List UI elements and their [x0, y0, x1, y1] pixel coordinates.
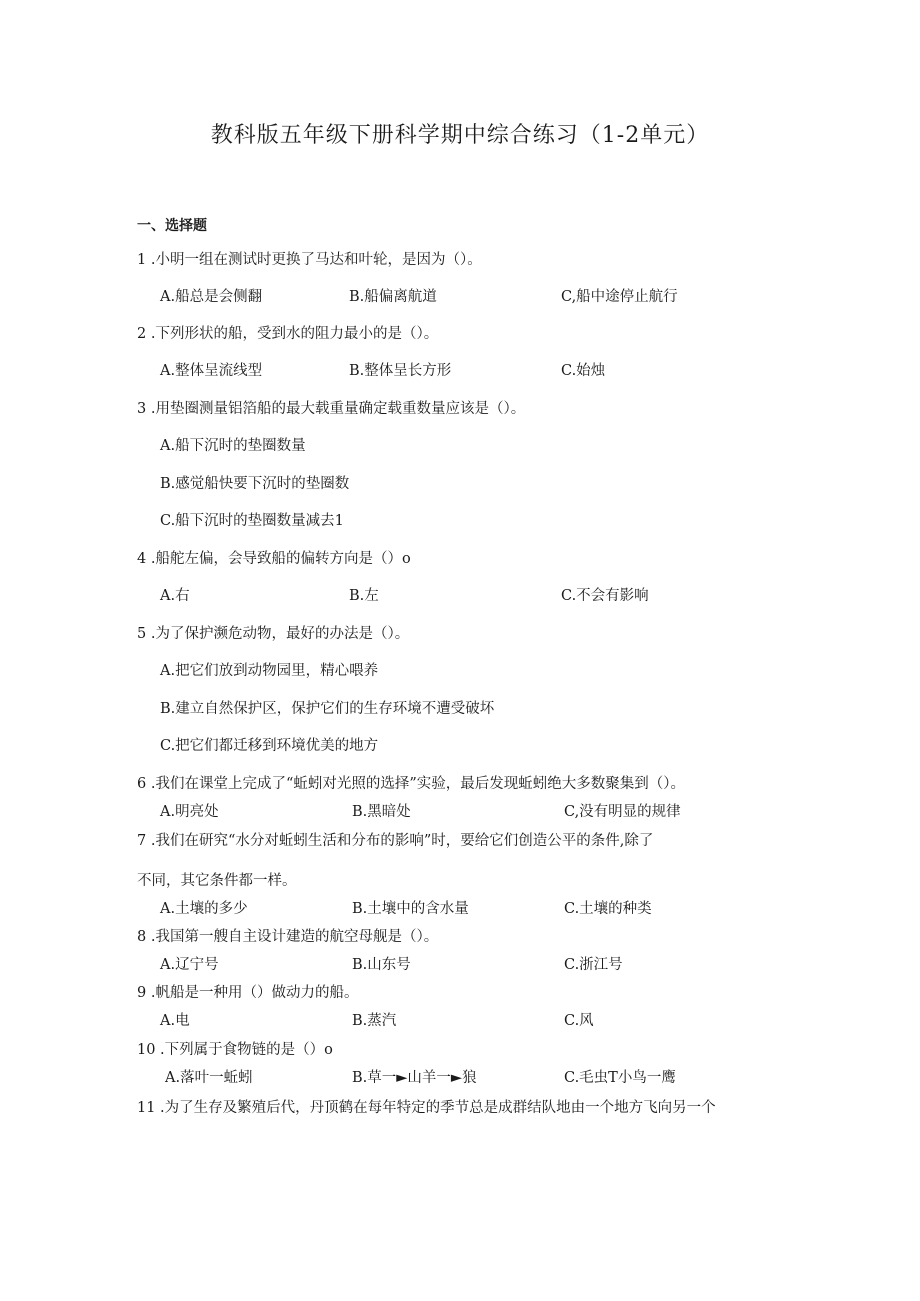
- q5-option-c: C.把它们都迁移到环境优美的地方: [160, 738, 379, 754]
- question-9: 9 .帆船是一种用（）做动力的船。: [137, 985, 359, 1001]
- question-4: 4 .船舵左偏，会导致船的偏转方向是（）o: [137, 551, 411, 567]
- q7-option-c: C.土壤的种类: [564, 901, 652, 917]
- q2-option-c: C.始烛: [561, 363, 606, 379]
- q3-option-a: A.船下沉时的垫圈数量: [160, 438, 306, 454]
- question-10: 10 .下列属于食物链的是（）o: [137, 1042, 333, 1058]
- question-6: 6 .我们在课堂上完成了“蚯蚓对光照的选择”实验，最后发现蚯蚓绝大多数聚集到（）。: [137, 776, 686, 792]
- q9-option-b: B.蒸汽: [352, 1013, 397, 1029]
- q3-option-c: C.船下沉时的垫圈数量减去1: [160, 513, 344, 529]
- q7-option-a: A.土壤的多少: [160, 901, 248, 917]
- q1-option-c: C,船中途停止航行: [561, 289, 678, 305]
- q6-option-a: A.明亮处: [160, 804, 219, 820]
- question-5: 5 .为了保护濒危动物，最好的办法是（）。: [137, 626, 410, 642]
- q4-option-a: A.右: [160, 588, 190, 604]
- q4-option-b: B.左: [349, 588, 379, 604]
- q2-option-a: A.整体呈流线型: [160, 363, 263, 379]
- question-7-continued: 不同，其它条件都一样。: [137, 873, 297, 889]
- q1-option-b: B.船偏离航道: [349, 289, 437, 305]
- question-7: 7 .我们在研究“水分对蚯蚓生活和分布的影响”时，要给它们创造公平的条件,除了: [137, 833, 654, 849]
- q10-option-c: C.毛虫T小鸟一鹰: [564, 1070, 676, 1086]
- q2-option-b: B.整体呈长方形: [349, 363, 452, 379]
- q8-option-a: A.辽宁号: [160, 957, 219, 973]
- q8-option-b: B.山东号: [352, 957, 411, 973]
- q9-option-a: A.电: [160, 1013, 190, 1029]
- section-heading: 一、选择题: [137, 218, 207, 234]
- q10-option-b: B.草一►山羊一►狼: [352, 1070, 477, 1086]
- q1-option-a: A.船总是会侧翻: [160, 289, 263, 305]
- q3-option-b: B.感觉船快要下沉时的垫圈数: [160, 476, 350, 492]
- question-8: 8 .我国第一艘自主设计建造的航空母舰是（）。: [137, 929, 439, 945]
- document-title: 教科版五年级下册科学期中综合练习（1-2单元）: [210, 123, 710, 148]
- question-2: 2 .下列形状的船，受到水的阻力最小的是（）。: [137, 326, 439, 342]
- q7-option-b: B.土壤中的含水量: [352, 901, 469, 917]
- q10-option-a: A.落叶一蚯蚓: [165, 1070, 253, 1086]
- question-1: 1 .小明一组在测试时更换了马达和叶轮，是因为（）。: [137, 252, 482, 268]
- q6-option-b: B.黑暗处: [352, 804, 411, 820]
- q6-option-c: C,没有明显的规律: [564, 804, 681, 820]
- question-11: 11 .为了生存及繁殖后代，丹顶鹤在每年特定的季节总是成群结队地由一个地方飞向另一个: [137, 1100, 716, 1116]
- question-3: 3 .用垫圈测量铝箔船的最大载重量确定载重数量应该是（）。: [137, 401, 526, 417]
- q5-option-a: A.把它们放到动物园里，精心喂养: [160, 663, 379, 679]
- q5-option-b: B.建立自然保护区，保护它们的生存环境不遭受破坏: [160, 701, 495, 717]
- q9-option-c: C.风: [564, 1013, 594, 1029]
- q8-option-c: C.浙江号: [564, 957, 623, 973]
- q4-option-c: C.不会有影响: [561, 588, 649, 604]
